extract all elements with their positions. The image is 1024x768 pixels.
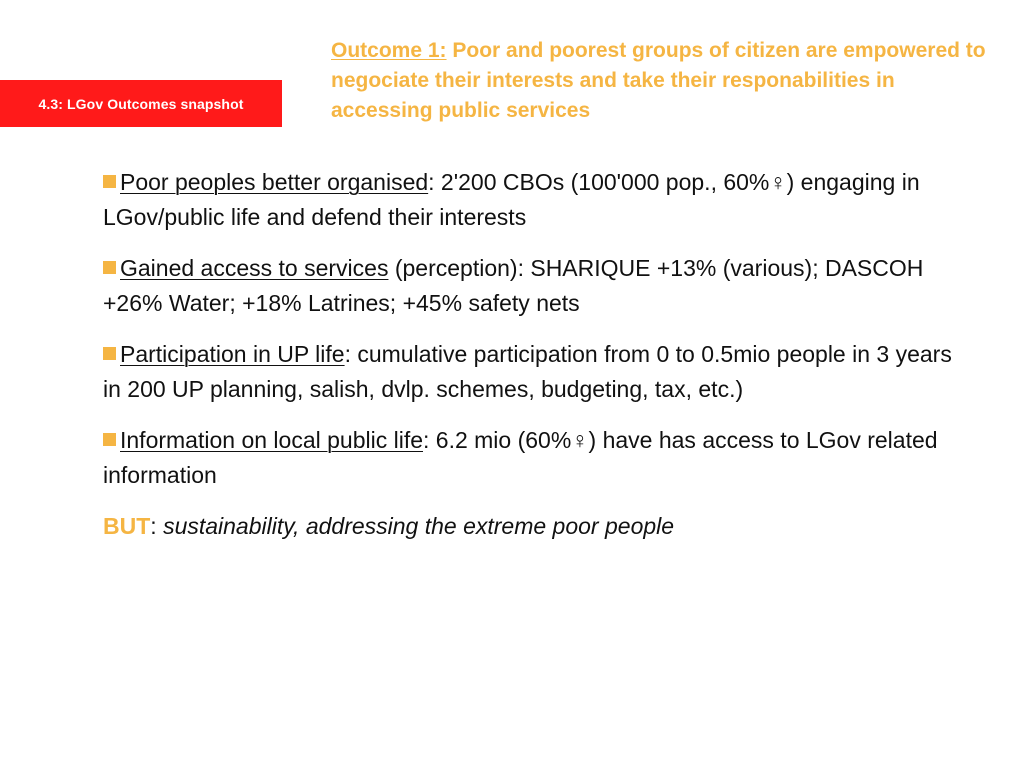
list-item [103,423,953,493]
list-item [103,165,953,235]
square-bullet-icon [103,347,116,360]
outcome-prefix: Outcome 1: [331,39,447,62]
item-text: : cumulative participation from 0 to 0.5mio people in 3 years in 200 UP planning, salish, dvlp. schemes, budgeting, tax, etc.) [103,341,952,402]
but-separator: : [150,513,164,539]
item-title: Participation in UP life [120,341,345,367]
item-title: Poor peoples better organised [120,169,429,195]
list-item [103,251,953,321]
item-text: : 2'200 CBOs (100'000 pop., 60%♀) engaging in LGov/public life and defend their interests [103,169,920,230]
section-tag-label: 4.3: LGov Outcomes snapshot [38,95,244,112]
item-text: (perception): SHARIQUE +13% (various); DASCOH +26% Water; +18% Latrines; +45% safety nets [103,255,924,316]
item-text: : 6.2 mio (60%♀) have has access to LGov related information [103,427,938,488]
list-item [103,337,953,407]
but-label: BUT [103,513,151,539]
square-bullet-icon [103,433,116,446]
item-title: Information on local public life [120,427,423,453]
outcome-list [103,165,953,544]
but-text: sustainability, addressing the extreme poor people [163,513,675,539]
item-title: Gained access to services [120,255,389,281]
section-tag [0,80,282,127]
square-bullet-icon [103,175,116,188]
but-line [103,509,953,544]
outcome-text: Poor and poorest groups of citizen are empowered to negociate their interests and take their responabilities in accessing public services [331,39,986,122]
outcome-heading [331,36,1001,126]
square-bullet-icon [103,261,116,274]
